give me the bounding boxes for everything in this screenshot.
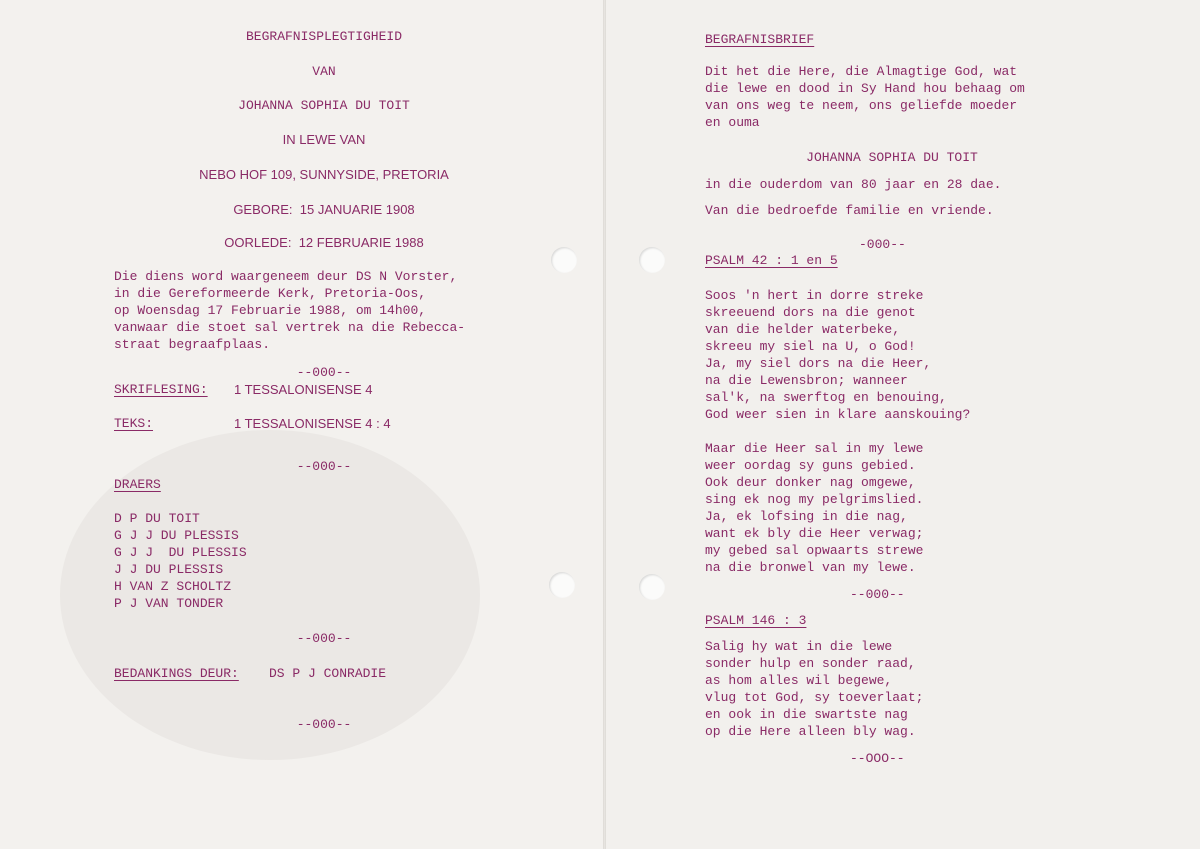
service-line: vanwaar die stoet sal vertrek na die Rebecca- bbox=[114, 320, 466, 335]
pallbearer: G J J DU PLESSIS bbox=[114, 528, 239, 543]
service-paragraph bbox=[114, 268, 465, 353]
in-lewe-van: IN LEWE VAN bbox=[282, 132, 366, 147]
punch-hole bbox=[549, 572, 575, 598]
verse-line: sal'k, na swerftog en benouing, bbox=[705, 390, 947, 405]
separator: --000-- bbox=[296, 631, 352, 646]
psalm-146-title: PSALM 146 : 3 bbox=[705, 613, 807, 628]
service-line: Die diens word waargeneem deur DS N Vorster, bbox=[114, 269, 458, 284]
separator: --000-- bbox=[850, 587, 905, 602]
punch-hole bbox=[551, 247, 577, 273]
verse-line: na die bronwel van my lewe. bbox=[705, 560, 916, 575]
verse-line: en ook in die swartste nag bbox=[705, 707, 908, 722]
verse-line: God weer sien in klare aanskouing? bbox=[705, 407, 971, 422]
verse-line: weer oordag sy guns gebied. bbox=[705, 458, 916, 473]
separator: --OOO-- bbox=[850, 751, 905, 766]
bedankings-label: BEDANKINGS DEUR: bbox=[114, 666, 239, 681]
verse-line: Ja, my siel dors na die Heer, bbox=[705, 356, 932, 371]
teks-value: 1 TESSALONISENSE 4 : 4 bbox=[234, 416, 391, 431]
intro-line: Dit het die Here, die Almagtige God, wat bbox=[705, 64, 1018, 79]
pallbearer: H VAN Z SCHOLTZ bbox=[114, 579, 232, 594]
verse-line: my gebed sal opwaarts strewe bbox=[705, 543, 924, 558]
verse-line: skreeuend dors na die genot bbox=[705, 305, 916, 320]
verse-line: sonder hulp en sonder raad, bbox=[705, 656, 916, 671]
separator: --000-- bbox=[296, 717, 352, 732]
right-page bbox=[606, 0, 1200, 849]
punch-hole bbox=[639, 574, 665, 600]
punch-hole bbox=[639, 247, 665, 273]
verse-line: sing ek nog my pelgrimslied. bbox=[705, 492, 924, 507]
deceased-name: JOHANNA SOPHIA DU TOIT bbox=[238, 98, 410, 113]
psalm-42-verse-2 bbox=[705, 440, 923, 576]
verse-line: Salig hy wat in die lewe bbox=[705, 639, 893, 654]
service-line: straat begraafplaas. bbox=[114, 337, 271, 352]
van-line: VAN bbox=[312, 64, 336, 79]
draers-label: DRAERS bbox=[114, 477, 161, 492]
verse-line: op die Here alleen bly wag. bbox=[705, 724, 916, 739]
pallbearer: G J J DU PLESSIS bbox=[114, 545, 247, 560]
verse-line: vlug tot God, sy toeverlaat; bbox=[705, 690, 924, 705]
psalm-42-verse-1 bbox=[705, 287, 970, 423]
bedankings-value: DS P J CONRADIE bbox=[269, 666, 387, 681]
birth-date: GEBORE: 15 JANUARIE 1908 bbox=[233, 202, 415, 217]
psalm-42-title: PSALM 42 : 1 en 5 bbox=[705, 253, 838, 268]
age-line: in die ouderdom van 80 jaar en 28 dae. bbox=[705, 177, 1002, 192]
intro-line: die lewe en dood in Sy Hand hou behaag om bbox=[705, 81, 1025, 96]
verse-line: na die Lewensbron; wanneer bbox=[705, 373, 908, 388]
death-date: OORLEDE: 12 FEBRUARIE 1988 bbox=[224, 235, 424, 250]
deceased-name: JOHANNA SOPHIA DU TOIT bbox=[806, 150, 978, 165]
verse-line: Ook deur donker nag omgewe, bbox=[705, 475, 916, 490]
teks-label: TEKS: bbox=[114, 416, 154, 431]
service-line: in die Gereformeerde Kerk, Pretoria-Oos, bbox=[114, 286, 427, 301]
verse-line: skreeu my siel na U, o God! bbox=[705, 339, 916, 354]
separator: --000-- bbox=[296, 459, 352, 474]
pallbearers-list bbox=[114, 510, 247, 612]
verse-line: want ek bly die Heer verwag; bbox=[705, 526, 924, 541]
verse-line: as hom alles wil begewe, bbox=[705, 673, 893, 688]
skriflesing-label: SKRIFLESING: bbox=[114, 382, 208, 397]
separator: --000-- bbox=[296, 365, 352, 380]
verse-line: Maar die Heer sal in my lewe bbox=[705, 441, 924, 456]
address: NEBO HOF 109, SUNNYSIDE, PRETORIA bbox=[199, 167, 449, 182]
skriflesing-value: 1 TESSALONISENSE 4 bbox=[234, 382, 373, 397]
letter-title: BEGRAFNISBRIEF bbox=[705, 32, 815, 47]
psalm-146-verse bbox=[705, 638, 923, 740]
service-line: op Woensdag 17 Februarie 1988, om 14h00, bbox=[114, 303, 427, 318]
pallbearer: D P DU TOIT bbox=[114, 511, 200, 526]
pallbearer: J J DU PLESSIS bbox=[114, 562, 224, 577]
pallbearer: P J VAN TONDER bbox=[114, 596, 224, 611]
service-title: BEGRAFNISPLEGTIGHEID bbox=[245, 29, 403, 44]
verse-line: Ja, ek lofsing in die nag, bbox=[705, 509, 908, 524]
verse-line: van die helder waterbeke, bbox=[705, 322, 901, 337]
intro-line: van ons weg te neem, ons geliefde moeder bbox=[705, 98, 1018, 113]
separator: -000-- bbox=[859, 237, 906, 252]
verse-line: Soos 'n hert in dorre streke bbox=[705, 288, 924, 303]
family-line: Van die bedroefde familie en vriende. bbox=[705, 203, 994, 218]
intro-paragraph bbox=[705, 63, 1025, 131]
intro-line: en ouma bbox=[705, 115, 760, 130]
